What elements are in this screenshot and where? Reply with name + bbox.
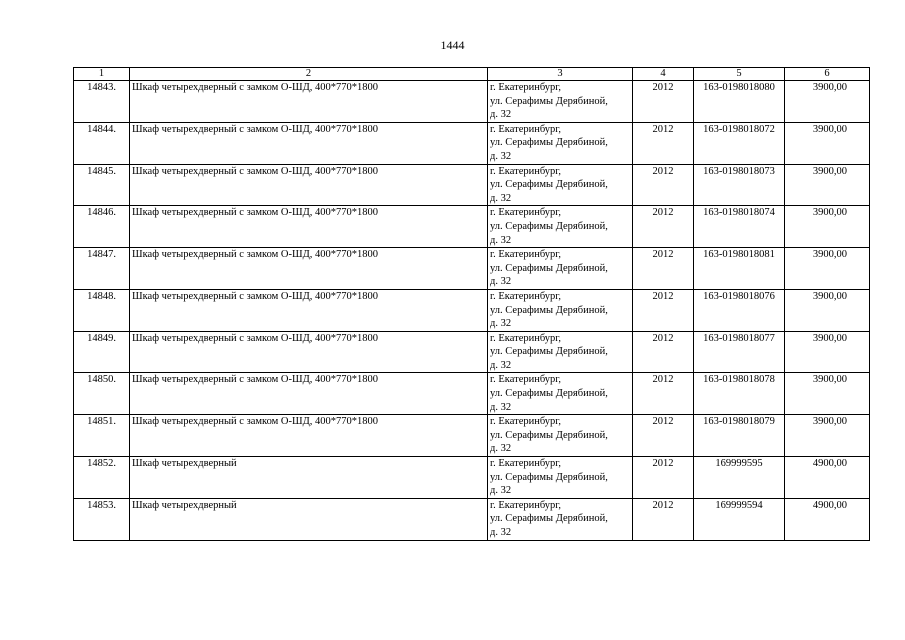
year-cell: 2012: [633, 248, 694, 290]
inventory-number-cell: 163-0198018074: [694, 206, 785, 248]
price-cell: 3900,00: [785, 248, 870, 290]
address-cell: [488, 206, 633, 248]
inventory-number-cell: 163-0198018072: [694, 122, 785, 164]
address-cell: [488, 164, 633, 206]
address-line: д. 32: [490, 485, 512, 497]
address-line: г. Екатеринбург,: [490, 458, 562, 470]
year-cell: 2012: [633, 373, 694, 415]
address-line: г. Екатеринбург,: [490, 290, 562, 302]
table-row: [74, 122, 870, 164]
table-row: [74, 457, 870, 499]
address-line: г. Екатеринбург,: [490, 499, 562, 511]
address-cell: [488, 331, 633, 373]
row-number-cell: 14851.: [74, 415, 130, 457]
year-cell: 2012: [633, 331, 694, 373]
column-header-inventory: 5: [694, 68, 785, 81]
address-line: ул. Серафимы Дерябиной,: [490, 429, 608, 441]
address-cell: [488, 498, 633, 540]
address-line: ул. Серафимы Дерябиной,: [490, 137, 608, 149]
address-line: г. Екатеринбург,: [490, 123, 562, 135]
address-line: ул. Серафимы Дерябиной,: [490, 95, 608, 107]
address-line: г. Екатеринбург,: [490, 82, 562, 93]
address-line: д. 32: [490, 527, 512, 538]
item-name-cell: Шкаф четырехдверный с замком О-ШД, 400*770*1800: [130, 248, 488, 290]
address-cell: [488, 81, 633, 123]
address-cell: [488, 415, 633, 457]
inventory-number-cell: 169999595: [694, 457, 785, 499]
address-line: д. 32: [490, 276, 512, 288]
address-line: г. Екатеринбург,: [490, 207, 562, 219]
price-cell: 3900,00: [785, 122, 870, 164]
address-line: г. Екатеринбург,: [490, 249, 562, 261]
item-name-cell: Шкаф четырехдверный с замком О-ШД, 400*770*1800: [130, 81, 488, 123]
year-cell: 2012: [633, 206, 694, 248]
year-cell: 2012: [633, 81, 694, 123]
year-cell: 2012: [633, 457, 694, 499]
row-number-cell: 14844.: [74, 122, 130, 164]
price-cell: 4900,00: [785, 457, 870, 499]
inventory-number-cell: 163-0198018078: [694, 373, 785, 415]
row-number-cell: 14843.: [74, 81, 130, 123]
page-number: 1444: [440, 38, 465, 52]
year-cell: 2012: [633, 415, 694, 457]
inventory-number-cell: 163-0198018077: [694, 331, 785, 373]
address-line: ул. Серафимы Дерябиной,: [490, 304, 608, 316]
row-number-cell: 14846.: [74, 206, 130, 248]
price-cell: 3900,00: [785, 206, 870, 248]
inventory-number-cell: 163-0198018076: [694, 289, 785, 331]
inventory-number-cell: 169999594: [694, 498, 785, 540]
table-row: [74, 81, 870, 123]
item-name-cell: Шкаф четырехдверный: [130, 498, 488, 540]
inventory-number-cell: 163-0198018080: [694, 81, 785, 123]
item-name-cell: Шкаф четырехдверный с замком О-ШД, 400*770*1800: [130, 331, 488, 373]
row-number-cell: 14845.: [74, 164, 130, 206]
address-line: г. Екатеринбург,: [490, 332, 562, 344]
address-line: ул. Серафимы Дерябиной,: [490, 471, 608, 483]
address-cell: [488, 289, 633, 331]
inventory-number-cell: 163-0198018073: [694, 164, 785, 206]
table-row: [74, 498, 870, 540]
address-line: д. 32: [490, 234, 512, 246]
row-number-cell: 14847.: [74, 248, 130, 290]
table-row: [74, 331, 870, 373]
table-row: [74, 164, 870, 206]
address-line: д. 32: [490, 443, 512, 455]
column-header-number: 1: [74, 68, 130, 81]
column-header-year: 4: [633, 68, 694, 81]
address-cell: [488, 373, 633, 415]
item-name-cell: Шкаф четырехдверный с замком О-ШД, 400*770*1800: [130, 206, 488, 248]
price-cell: 3900,00: [785, 415, 870, 457]
address-cell: [488, 122, 633, 164]
address-line: ул. Серафимы Дерябиной,: [490, 262, 608, 274]
address-line: ул. Серафимы Дерябиной,: [490, 346, 608, 358]
row-number-cell: 14853.: [74, 498, 130, 540]
item-name-cell: Шкаф четырехдверный с замком О-ШД, 400*770*1800: [130, 122, 488, 164]
table-row: [74, 289, 870, 331]
price-cell: 3900,00: [785, 331, 870, 373]
price-cell: 4900,00: [785, 498, 870, 540]
address-cell: [488, 248, 633, 290]
address-line: ул. Серафимы Дерябиной,: [490, 513, 608, 525]
year-cell: 2012: [633, 164, 694, 206]
row-number-cell: 14849.: [74, 331, 130, 373]
price-cell: 3900,00: [785, 289, 870, 331]
inventory-number-cell: 163-0198018081: [694, 248, 785, 290]
year-cell: 2012: [633, 498, 694, 540]
address-line: г. Екатеринбург,: [490, 374, 562, 386]
table-row: [74, 373, 870, 415]
address-line: ул. Серафимы Дерябиной,: [490, 179, 608, 191]
address-line: г. Екатеринбург,: [490, 165, 562, 177]
address-line: д. 32: [490, 192, 512, 204]
column-header-name: 2: [130, 68, 488, 81]
property-registry-table: [73, 67, 870, 541]
year-cell: 2012: [633, 289, 694, 331]
row-number-cell: 14850.: [74, 373, 130, 415]
item-name-cell: Шкаф четырехдверный с замком О-ШД, 400*770*1800: [130, 289, 488, 331]
address-cell: [488, 457, 633, 499]
item-name-cell: Шкаф четырехдверный: [130, 457, 488, 499]
address-line: д. 32: [490, 318, 512, 330]
address-line: д. 32: [490, 109, 512, 121]
column-header-address: 3: [488, 68, 633, 81]
table-row: [74, 248, 870, 290]
inventory-number-cell: 163-0198018079: [694, 415, 785, 457]
price-cell: 3900,00: [785, 373, 870, 415]
column-header-price: 6: [785, 68, 870, 81]
address-line: г. Екатеринбург,: [490, 416, 562, 428]
address-line: д. 32: [490, 150, 512, 162]
table-row: [74, 206, 870, 248]
item-name-cell: Шкаф четырехдверный с замком О-ШД, 400*770*1800: [130, 415, 488, 457]
item-name-cell: Шкаф четырехдверный с замком О-ШД, 400*770*1800: [130, 164, 488, 206]
table-body: [74, 81, 870, 541]
address-line: ул. Серафимы Дерябиной,: [490, 388, 608, 400]
price-cell: 3900,00: [785, 164, 870, 206]
item-name-cell: Шкаф четырехдверный с замком О-ШД, 400*770*1800: [130, 373, 488, 415]
row-number-cell: 14848.: [74, 289, 130, 331]
price-cell: 3900,00: [785, 81, 870, 123]
address-line: ул. Серафимы Дерябиной,: [490, 220, 608, 232]
table-row: [74, 415, 870, 457]
row-number-cell: 14852.: [74, 457, 130, 499]
year-cell: 2012: [633, 122, 694, 164]
table-header-row: [74, 68, 870, 81]
address-line: д. 32: [490, 401, 512, 413]
address-line: д. 32: [490, 359, 512, 371]
